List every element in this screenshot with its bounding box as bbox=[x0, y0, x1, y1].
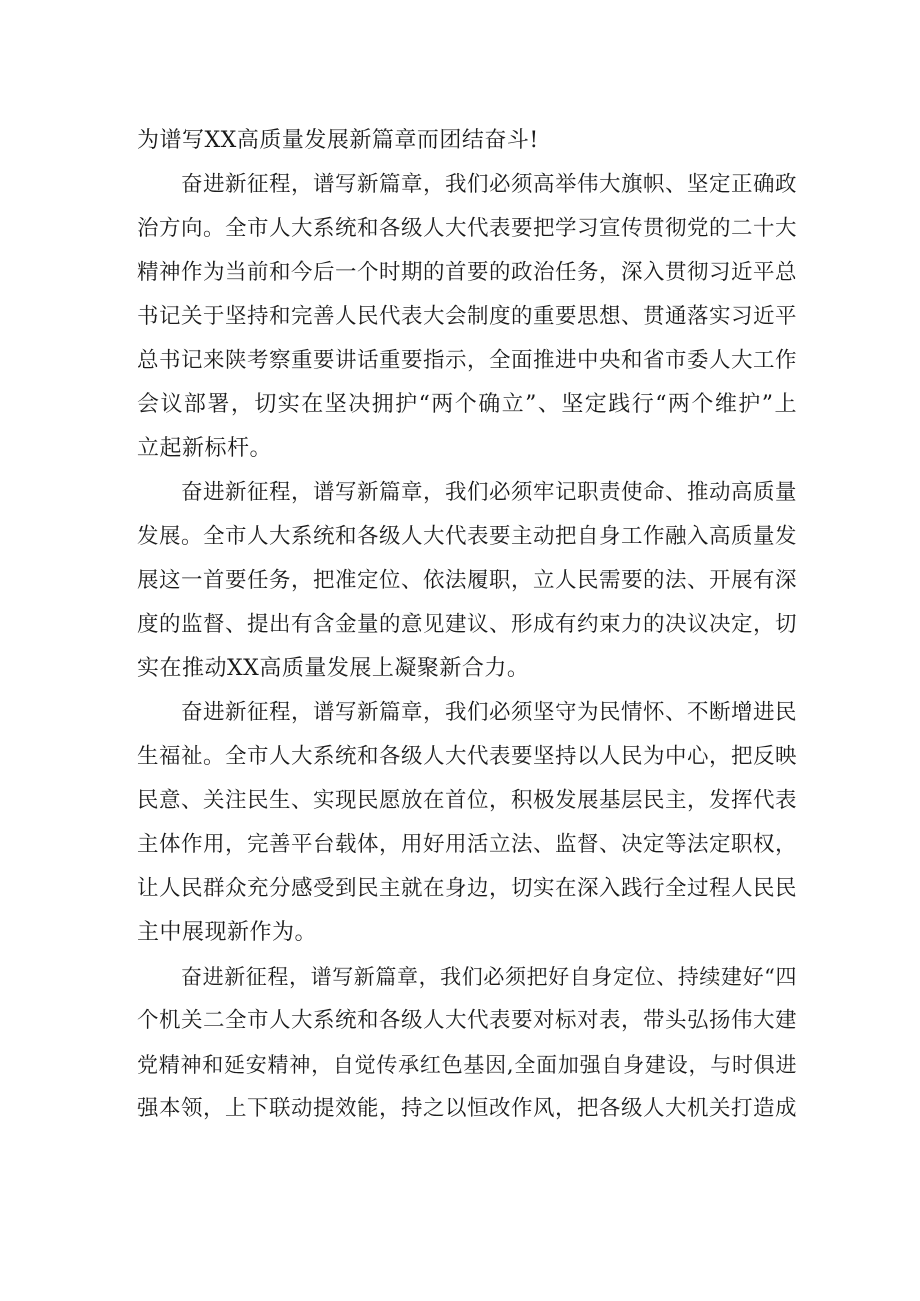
text-line: 立起新标杆。 bbox=[137, 436, 273, 461]
paragraph-first-line: 奋进新征程，谱写新篇章，我们必须高举伟大旗帜、坚定正确政 bbox=[181, 172, 798, 197]
text-line: 书记关于坚持和完善人民代表大会制度的重要思想、贯通落实习近平 bbox=[137, 304, 798, 329]
paragraph-first-line: 奋进新征程，谱写新篇章，我们必须牢记职责使命、推动高质量 bbox=[181, 480, 798, 505]
text-line: 治方向。全市人大系统和各级人大代表要把学习宣传贯彻党的二十大 bbox=[137, 216, 798, 241]
text-line: 个机关二全市人大系统和各级人大代表要对标对表，带头弘扬伟大建 bbox=[137, 1008, 798, 1033]
text-line: 展这一首要任务，把准定位、依法履职，立人民需要的法、开展有深 bbox=[137, 568, 798, 593]
text-line: 为谱写XX高质量发展新篇章而团结奋斗! bbox=[137, 128, 539, 153]
text-line: 主中展现新作为。 bbox=[137, 920, 318, 945]
text-line: 总书记来陕考察重要讲话重要指示，全面推进中央和省市委人大工作 bbox=[137, 348, 798, 373]
text-line: 让人民群众充分感受到民主就在身边，切实在深入践行全过程人民民 bbox=[137, 876, 798, 901]
text-line: 强本领，上下联动提效能，持之以恒改作风，把各级人大机关打造成 bbox=[137, 1096, 798, 1121]
text-line: 党精神和延安精神，自觉传承红色基因,全面加强自身建设，与时俱进 bbox=[137, 1053, 797, 1077]
text-line: 发展。全市人大系统和各级人大代表要主动把自身工作融入高质量发 bbox=[137, 524, 798, 549]
text-line: 度的监督、提出有含金量的意见建议、形成有约束力的决议决定，切 bbox=[137, 612, 798, 637]
paragraph-first-line: 奋进新征程，谱写新篇章，我们必须把好自身定位、持续建好“四 bbox=[181, 965, 797, 989]
paragraph-first-line: 奋进新征程，谱写新篇章，我们必须坚守为民情怀、不断增进民 bbox=[181, 700, 798, 725]
text-line: 实在推动XX高质量发展上凝聚新合力。 bbox=[137, 656, 530, 681]
text-line: 精神作为当前和今后一个时期的首要的政治任务，深入贯彻习近平总 bbox=[137, 260, 798, 285]
text-line: 民意、关注民生、实现民愿放在首位，积极发展基层民主，发挥代表 bbox=[137, 788, 798, 813]
text-line: 会议部署，切实在坚决拥护“两个确立”、坚定践行“两个维护”上 bbox=[137, 392, 797, 417]
text-line: 生福祉。全市人大系统和各级人大代表要坚持以人民为中心，把反映 bbox=[137, 744, 798, 769]
text-line: 主体作用，完善平台载体，用好用活立法、监督、决定等法定职权， bbox=[137, 832, 798, 857]
